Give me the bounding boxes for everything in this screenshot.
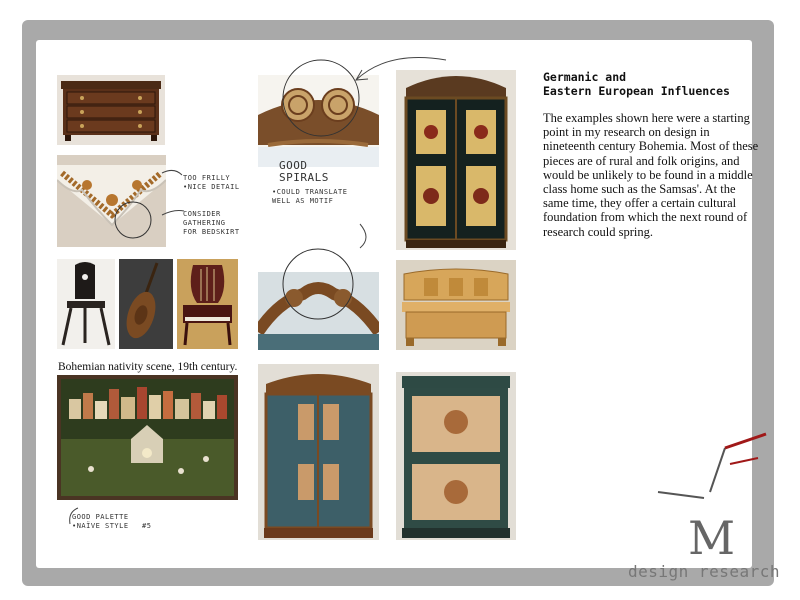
note-good-palette-text: GOOD PALETTE •NAÏVE STYLE — [72, 513, 129, 530]
photo-nativity-scene — [57, 375, 238, 500]
circle-annotation-crest — [270, 222, 380, 322]
brand-label: design research — [628, 562, 780, 581]
circle-annotation-lace — [113, 200, 153, 240]
note-good-spirals: GOOD SPIRALS — [279, 159, 329, 184]
photo-lyre-piano — [177, 259, 238, 349]
note-palette-mark: #5 — [142, 522, 152, 530]
photo-painted-wardrobe-black — [396, 70, 516, 250]
brand-monogram-logo — [640, 430, 770, 560]
photo-painted-wardrobe-green — [396, 372, 516, 540]
photo-pine-bench — [396, 260, 516, 350]
photo-carved-chair — [57, 259, 115, 349]
photo-chest-of-drawers — [57, 75, 165, 145]
nativity-caption: Bohemian nativity scene, 19th century. — [58, 361, 238, 373]
note-too-frilly: TOO FRILLY •NICE DETAIL — [183, 174, 240, 191]
note-consider-gathering: CONSIDER GATHERING FOR BEDSKIRT — [183, 210, 240, 236]
page-body-text: The examples shown here were a starting point in my research on design in nineteenth century Bohemia. Most of these pieces are of rural and folk origins, and would be unlikely to be found in a middle class home such as the Samsas'. At the same time, they offer a certain cultural foundation from which the next round of research could spring. — [543, 111, 759, 239]
svg-text:M: M — [688, 511, 736, 560]
photo-painted-wardrobe-blue — [258, 364, 379, 540]
page-heading: Germanic and Eastern European Influences — [543, 70, 730, 98]
photo-violin — [119, 259, 173, 349]
note-could-translate: •COULD TRANSLATE WELL AS MOTIF — [272, 188, 348, 205]
annotation-arrow-palette — [66, 506, 80, 526]
note-good-palette — [72, 513, 129, 531]
